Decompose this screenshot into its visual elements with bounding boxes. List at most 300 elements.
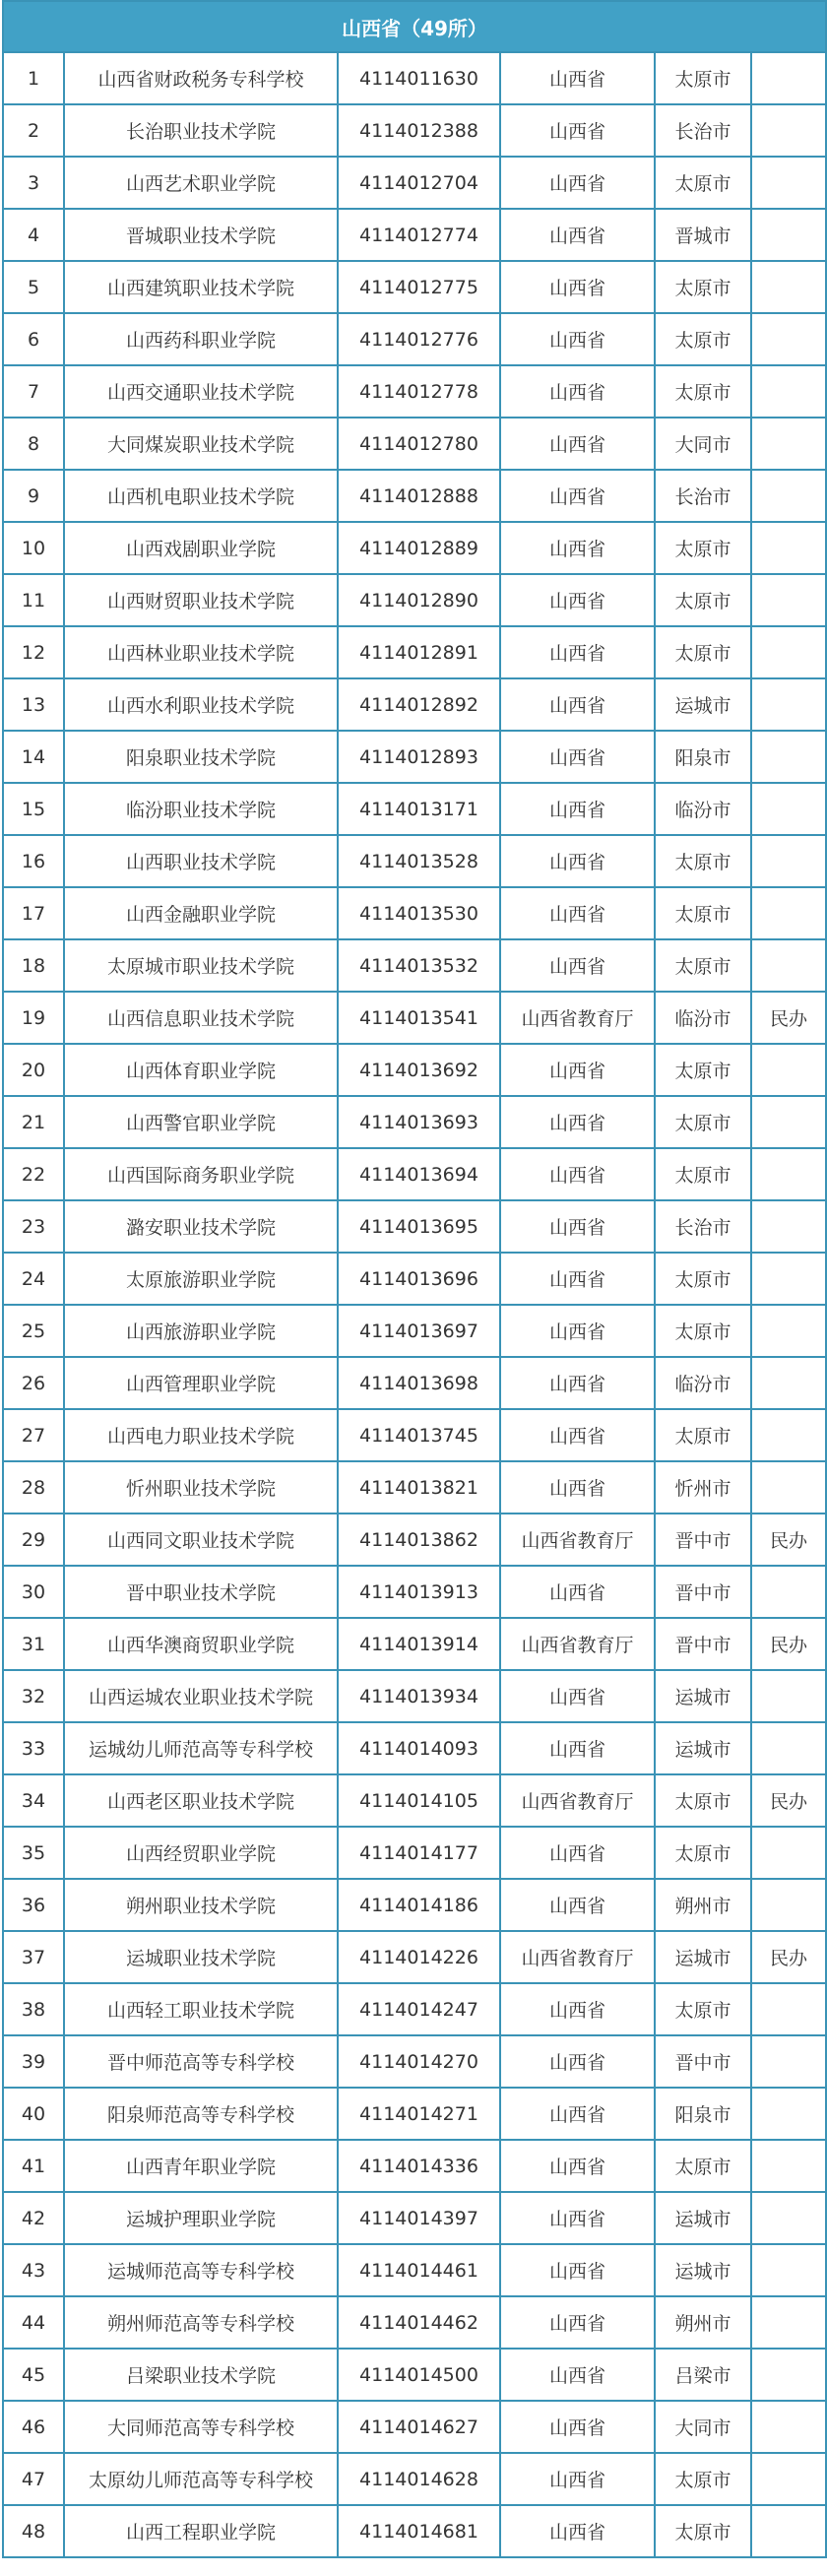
table-row [3, 1879, 826, 1931]
remark [751, 2505, 826, 2557]
row-number: 39 [3, 2035, 64, 2088]
school-code: 4114012890 [338, 574, 500, 626]
row-number: 33 [3, 1722, 64, 1774]
authority: 山西省 [500, 2035, 655, 2088]
school-name: 山西机电职业技术学院 [64, 470, 338, 522]
authority: 山西省教育厅 [500, 1513, 655, 1566]
table-row [3, 2140, 826, 2192]
authority: 山西省 [500, 209, 655, 261]
row-number: 30 [3, 1566, 64, 1618]
table-row [3, 52, 826, 104]
row-number: 38 [3, 1983, 64, 2035]
school-code: 4114014462 [338, 2296, 500, 2349]
location-city: 太原市 [655, 2505, 751, 2557]
table-row [3, 2401, 826, 2453]
authority: 山西省 [500, 1879, 655, 1931]
remark [751, 2140, 826, 2192]
school-code: 4114013934 [338, 1670, 500, 1722]
authority: 山西省 [500, 626, 655, 678]
remark [751, 2401, 826, 2453]
school-code: 4114013696 [338, 1253, 500, 1305]
location-city: 朔州市 [655, 2296, 751, 2349]
row-number: 14 [3, 731, 64, 783]
remark [751, 470, 826, 522]
table-row [3, 1461, 826, 1513]
location-city: 太原市 [655, 626, 751, 678]
location-city: 晋中市 [655, 1566, 751, 1618]
row-number: 4 [3, 209, 64, 261]
school-code: 4114014500 [338, 2349, 500, 2401]
remark: 民办 [751, 992, 826, 1044]
school-code: 4114013862 [338, 1513, 500, 1566]
table-row [3, 365, 826, 418]
table-row [3, 1983, 826, 2035]
school-name: 潞安职业技术学院 [64, 1200, 338, 1253]
authority: 山西省教育厅 [500, 1774, 655, 1827]
authority: 山西省 [500, 52, 655, 104]
school-name: 阳泉职业技术学院 [64, 731, 338, 783]
row-number: 27 [3, 1409, 64, 1461]
authority: 山西省 [500, 2401, 655, 2453]
school-name: 山西信息职业技术学院 [64, 992, 338, 1044]
remark [751, 2192, 826, 2244]
location-city: 运城市 [655, 678, 751, 731]
location-city: 太原市 [655, 1827, 751, 1879]
school-name: 大同煤炭职业技术学院 [64, 418, 338, 470]
remark: 民办 [751, 1513, 826, 1566]
school-name: 山西工程职业学院 [64, 2505, 338, 2557]
school-name: 临汾职业技术学院 [64, 783, 338, 835]
school-name: 山西林业职业技术学院 [64, 626, 338, 678]
school-code: 4114012893 [338, 731, 500, 783]
row-number: 35 [3, 1827, 64, 1879]
authority: 山西省 [500, 731, 655, 783]
school-code: 4114014397 [338, 2192, 500, 2244]
remark [751, 1461, 826, 1513]
school-name: 吕梁职业技术学院 [64, 2349, 338, 2401]
authority: 山西省教育厅 [500, 1618, 655, 1670]
table-row [3, 2296, 826, 2349]
school-name: 长治职业技术学院 [64, 104, 338, 157]
school-code: 4114014336 [338, 2140, 500, 2192]
table-row [3, 470, 826, 522]
row-number: 47 [3, 2453, 64, 2505]
location-city: 太原市 [655, 365, 751, 418]
authority: 山西省 [500, 313, 655, 365]
school-name: 山西体育职业学院 [64, 1044, 338, 1096]
remark [751, 2296, 826, 2349]
school-name: 山西戏剧职业学院 [64, 522, 338, 574]
location-city: 运城市 [655, 2244, 751, 2296]
school-code: 4114012704 [338, 157, 500, 209]
location-city: 太原市 [655, 1409, 751, 1461]
table-row [3, 783, 826, 835]
row-number: 19 [3, 992, 64, 1044]
authority: 山西省 [500, 2244, 655, 2296]
row-number: 48 [3, 2505, 64, 2557]
table-row [3, 522, 826, 574]
school-code: 4114014271 [338, 2088, 500, 2140]
authority: 山西省 [500, 1096, 655, 1148]
authority: 山西省 [500, 783, 655, 835]
authority: 山西省 [500, 2349, 655, 2401]
school-code: 4114012891 [338, 626, 500, 678]
authority: 山西省 [500, 574, 655, 626]
table-row [3, 2349, 826, 2401]
row-number: 2 [3, 104, 64, 157]
remark [751, 731, 826, 783]
row-number: 15 [3, 783, 64, 835]
school-code: 4114014177 [338, 1827, 500, 1879]
location-city: 太原市 [655, 261, 751, 313]
authority: 山西省 [500, 2192, 655, 2244]
location-city: 太原市 [655, 835, 751, 887]
school-code: 4114012888 [338, 470, 500, 522]
remark [751, 1200, 826, 1253]
authority: 山西省 [500, 2296, 655, 2349]
school-name: 忻州职业技术学院 [64, 1461, 338, 1513]
school-name: 山西财贸职业技术学院 [64, 574, 338, 626]
school-name: 运城职业技术学院 [64, 1931, 338, 1983]
table-row [3, 731, 826, 783]
table-row [3, 835, 826, 887]
table-row [3, 1722, 826, 1774]
location-city: 太原市 [655, 522, 751, 574]
table-row [3, 2192, 826, 2244]
remark [751, 574, 826, 626]
remark [751, 52, 826, 104]
remark [751, 209, 826, 261]
table-row [3, 418, 826, 470]
school-code: 4114013914 [338, 1618, 500, 1670]
school-name: 山西老区职业技术学院 [64, 1774, 338, 1827]
remark [751, 157, 826, 209]
authority: 山西省 [500, 1044, 655, 1096]
row-number: 1 [3, 52, 64, 104]
row-number: 9 [3, 470, 64, 522]
authority: 山西省 [500, 1461, 655, 1513]
location-city: 运城市 [655, 1931, 751, 1983]
row-number: 42 [3, 2192, 64, 2244]
table-row [3, 1618, 826, 1670]
row-number: 31 [3, 1618, 64, 1670]
row-number: 7 [3, 365, 64, 418]
table-row [3, 1774, 826, 1827]
authority: 山西省 [500, 939, 655, 992]
school-name: 山西药科职业学院 [64, 313, 338, 365]
table-row [3, 887, 826, 939]
remark [751, 522, 826, 574]
table-row [3, 574, 826, 626]
authority: 山西省教育厅 [500, 1931, 655, 1983]
remark [751, 1670, 826, 1722]
location-city: 太原市 [655, 2453, 751, 2505]
school-code: 4114013695 [338, 1200, 500, 1253]
location-city: 吕梁市 [655, 2349, 751, 2401]
authority: 山西省 [500, 1253, 655, 1305]
school-name: 山西国际商务职业学院 [64, 1148, 338, 1200]
location-city: 长治市 [655, 1200, 751, 1253]
table-row [3, 1931, 826, 1983]
school-name: 太原旅游职业学院 [64, 1253, 338, 1305]
remark [751, 835, 826, 887]
remark: 民办 [751, 1931, 826, 1983]
remark [751, 939, 826, 992]
remark [751, 261, 826, 313]
remark [751, 1566, 826, 1618]
school-code: 4114011630 [338, 52, 500, 104]
location-city: 临汾市 [655, 1357, 751, 1409]
authority: 山西省 [500, 2505, 655, 2557]
school-code: 4114013745 [338, 1409, 500, 1461]
location-city: 大同市 [655, 2401, 751, 2453]
school-name: 太原幼儿师范高等专科学校 [64, 2453, 338, 2505]
school-code: 4114012778 [338, 365, 500, 418]
school-name: 山西青年职业学院 [64, 2140, 338, 2192]
remark [751, 2349, 826, 2401]
table-row [3, 2035, 826, 2088]
location-city: 晋城市 [655, 209, 751, 261]
location-city: 晋中市 [655, 1513, 751, 1566]
remark [751, 626, 826, 678]
authority: 山西省 [500, 887, 655, 939]
table-row [3, 209, 826, 261]
location-city: 大同市 [655, 418, 751, 470]
table-row [3, 2244, 826, 2296]
row-number: 8 [3, 418, 64, 470]
school-name: 朔州职业技术学院 [64, 1879, 338, 1931]
authority: 山西省 [500, 835, 655, 887]
remark [751, 1879, 826, 1931]
row-number: 34 [3, 1774, 64, 1827]
remark [751, 365, 826, 418]
row-number: 44 [3, 2296, 64, 2349]
remark [751, 2035, 826, 2088]
table-row [3, 1096, 826, 1148]
school-code: 4114014226 [338, 1931, 500, 1983]
school-code: 4114012892 [338, 678, 500, 731]
school-name: 山西警官职业学院 [64, 1096, 338, 1148]
school-name: 山西职业技术学院 [64, 835, 338, 887]
remark [751, 1357, 826, 1409]
school-code: 4114014105 [338, 1774, 500, 1827]
row-number: 32 [3, 1670, 64, 1722]
authority: 山西省 [500, 2453, 655, 2505]
authority: 山西省 [500, 261, 655, 313]
school-name: 晋中师范高等专科学校 [64, 2035, 338, 2088]
authority: 山西省 [500, 365, 655, 418]
remark [751, 2088, 826, 2140]
row-number: 26 [3, 1357, 64, 1409]
school-code: 4114014627 [338, 2401, 500, 2453]
school-name: 山西金融职业学院 [64, 887, 338, 939]
school-code: 4114013698 [338, 1357, 500, 1409]
school-name: 山西旅游职业学院 [64, 1305, 338, 1357]
school-code: 4114014186 [338, 1879, 500, 1931]
table-row [3, 1200, 826, 1253]
authority: 山西省 [500, 1409, 655, 1461]
table-row [3, 2088, 826, 2140]
school-code: 4114014461 [338, 2244, 500, 2296]
location-city: 太原市 [655, 313, 751, 365]
row-number: 36 [3, 1879, 64, 1931]
remark [751, 1096, 826, 1148]
location-city: 运城市 [655, 1670, 751, 1722]
school-name: 阳泉师范高等专科学校 [64, 2088, 338, 2140]
table-row [3, 1827, 826, 1879]
school-code: 4114013913 [338, 1566, 500, 1618]
remark [751, 1722, 826, 1774]
school-code: 4114013171 [338, 783, 500, 835]
school-name: 山西经贸职业学院 [64, 1827, 338, 1879]
school-code: 4114013541 [338, 992, 500, 1044]
remark [751, 2453, 826, 2505]
authority: 山西省 [500, 678, 655, 731]
remark [751, 1305, 826, 1357]
remark [751, 1148, 826, 1200]
row-number: 21 [3, 1096, 64, 1148]
row-number: 43 [3, 2244, 64, 2296]
school-name: 山西华澳商贸职业学院 [64, 1618, 338, 1670]
authority: 山西省 [500, 1983, 655, 2035]
school-code: 4114013530 [338, 887, 500, 939]
location-city: 太原市 [655, 1305, 751, 1357]
row-number: 25 [3, 1305, 64, 1357]
row-number: 10 [3, 522, 64, 574]
school-name: 运城师范高等专科学校 [64, 2244, 338, 2296]
school-name: 晋城职业技术学院 [64, 209, 338, 261]
table-header-row [3, 1, 826, 52]
row-number: 16 [3, 835, 64, 887]
row-number: 13 [3, 678, 64, 731]
school-code: 4114013697 [338, 1305, 500, 1357]
table-row [3, 104, 826, 157]
row-number: 3 [3, 157, 64, 209]
table-row [3, 626, 826, 678]
location-city: 临汾市 [655, 992, 751, 1044]
table-row [3, 939, 826, 992]
table-row [3, 678, 826, 731]
authority: 山西省 [500, 1357, 655, 1409]
school-name: 山西艺术职业学院 [64, 157, 338, 209]
table-row [3, 1409, 826, 1461]
school-code: 4114013694 [338, 1148, 500, 1200]
location-city: 太原市 [655, 1096, 751, 1148]
location-city: 太原市 [655, 1774, 751, 1827]
location-city: 阳泉市 [655, 731, 751, 783]
remark [751, 887, 826, 939]
school-code: 4114013693 [338, 1096, 500, 1148]
row-number: 29 [3, 1513, 64, 1566]
table-row [3, 2453, 826, 2505]
table-row [3, 261, 826, 313]
location-city: 朔州市 [655, 1879, 751, 1931]
remark: 民办 [751, 1618, 826, 1670]
row-number: 41 [3, 2140, 64, 2192]
authority: 山西省 [500, 470, 655, 522]
row-number: 46 [3, 2401, 64, 2453]
table-row [3, 313, 826, 365]
location-city: 太原市 [655, 939, 751, 992]
school-code: 4114012774 [338, 209, 500, 261]
row-number: 6 [3, 313, 64, 365]
table-row [3, 1357, 826, 1409]
school-name: 朔州师范高等专科学校 [64, 2296, 338, 2349]
school-name: 山西管理职业学院 [64, 1357, 338, 1409]
row-number: 20 [3, 1044, 64, 1096]
location-city: 太原市 [655, 1044, 751, 1096]
school-name: 山西省财政税务专科学校 [64, 52, 338, 104]
table-row [3, 1566, 826, 1618]
row-number: 11 [3, 574, 64, 626]
table-row [3, 1148, 826, 1200]
location-city: 临汾市 [655, 783, 751, 835]
table-row [3, 1305, 826, 1357]
school-code: 4114012889 [338, 522, 500, 574]
location-city: 太原市 [655, 574, 751, 626]
school-name: 大同师范高等专科学校 [64, 2401, 338, 2453]
table-row [3, 1670, 826, 1722]
school-name: 山西电力职业技术学院 [64, 1409, 338, 1461]
location-city: 忻州市 [655, 1461, 751, 1513]
location-city: 太原市 [655, 887, 751, 939]
remark [751, 783, 826, 835]
remark [751, 1409, 826, 1461]
row-number: 17 [3, 887, 64, 939]
location-city: 太原市 [655, 1253, 751, 1305]
school-code: 4114014247 [338, 1983, 500, 2035]
remark [751, 313, 826, 365]
school-code: 4114013692 [338, 1044, 500, 1096]
authority: 山西省 [500, 1200, 655, 1253]
location-city: 阳泉市 [655, 2088, 751, 2140]
authority: 山西省 [500, 2140, 655, 2192]
remark [751, 678, 826, 731]
row-number: 22 [3, 1148, 64, 1200]
table-title: 山西省（49所） [3, 1, 826, 52]
authority: 山西省 [500, 1722, 655, 1774]
table-row [3, 2505, 826, 2557]
location-city: 长治市 [655, 470, 751, 522]
school-code: 4114013821 [338, 1461, 500, 1513]
row-number: 23 [3, 1200, 64, 1253]
school-code: 4114012780 [338, 418, 500, 470]
row-number: 24 [3, 1253, 64, 1305]
table-row [3, 157, 826, 209]
location-city: 晋中市 [655, 2035, 751, 2088]
school-name: 运城护理职业学院 [64, 2192, 338, 2244]
school-name: 晋中职业技术学院 [64, 1566, 338, 1618]
row-number: 28 [3, 1461, 64, 1513]
location-city: 太原市 [655, 157, 751, 209]
remark [751, 1983, 826, 2035]
authority: 山西省 [500, 157, 655, 209]
authority: 山西省 [500, 1827, 655, 1879]
remark [751, 1044, 826, 1096]
college-table [2, 0, 827, 2558]
row-number: 12 [3, 626, 64, 678]
remark [751, 1827, 826, 1879]
school-name: 山西交通职业技术学院 [64, 365, 338, 418]
authority: 山西省 [500, 1148, 655, 1200]
location-city: 晋中市 [655, 1618, 751, 1670]
location-city: 太原市 [655, 2140, 751, 2192]
remark [751, 104, 826, 157]
authority: 山西省 [500, 1566, 655, 1618]
row-number: 5 [3, 261, 64, 313]
school-code: 4114014681 [338, 2505, 500, 2557]
row-number: 45 [3, 2349, 64, 2401]
